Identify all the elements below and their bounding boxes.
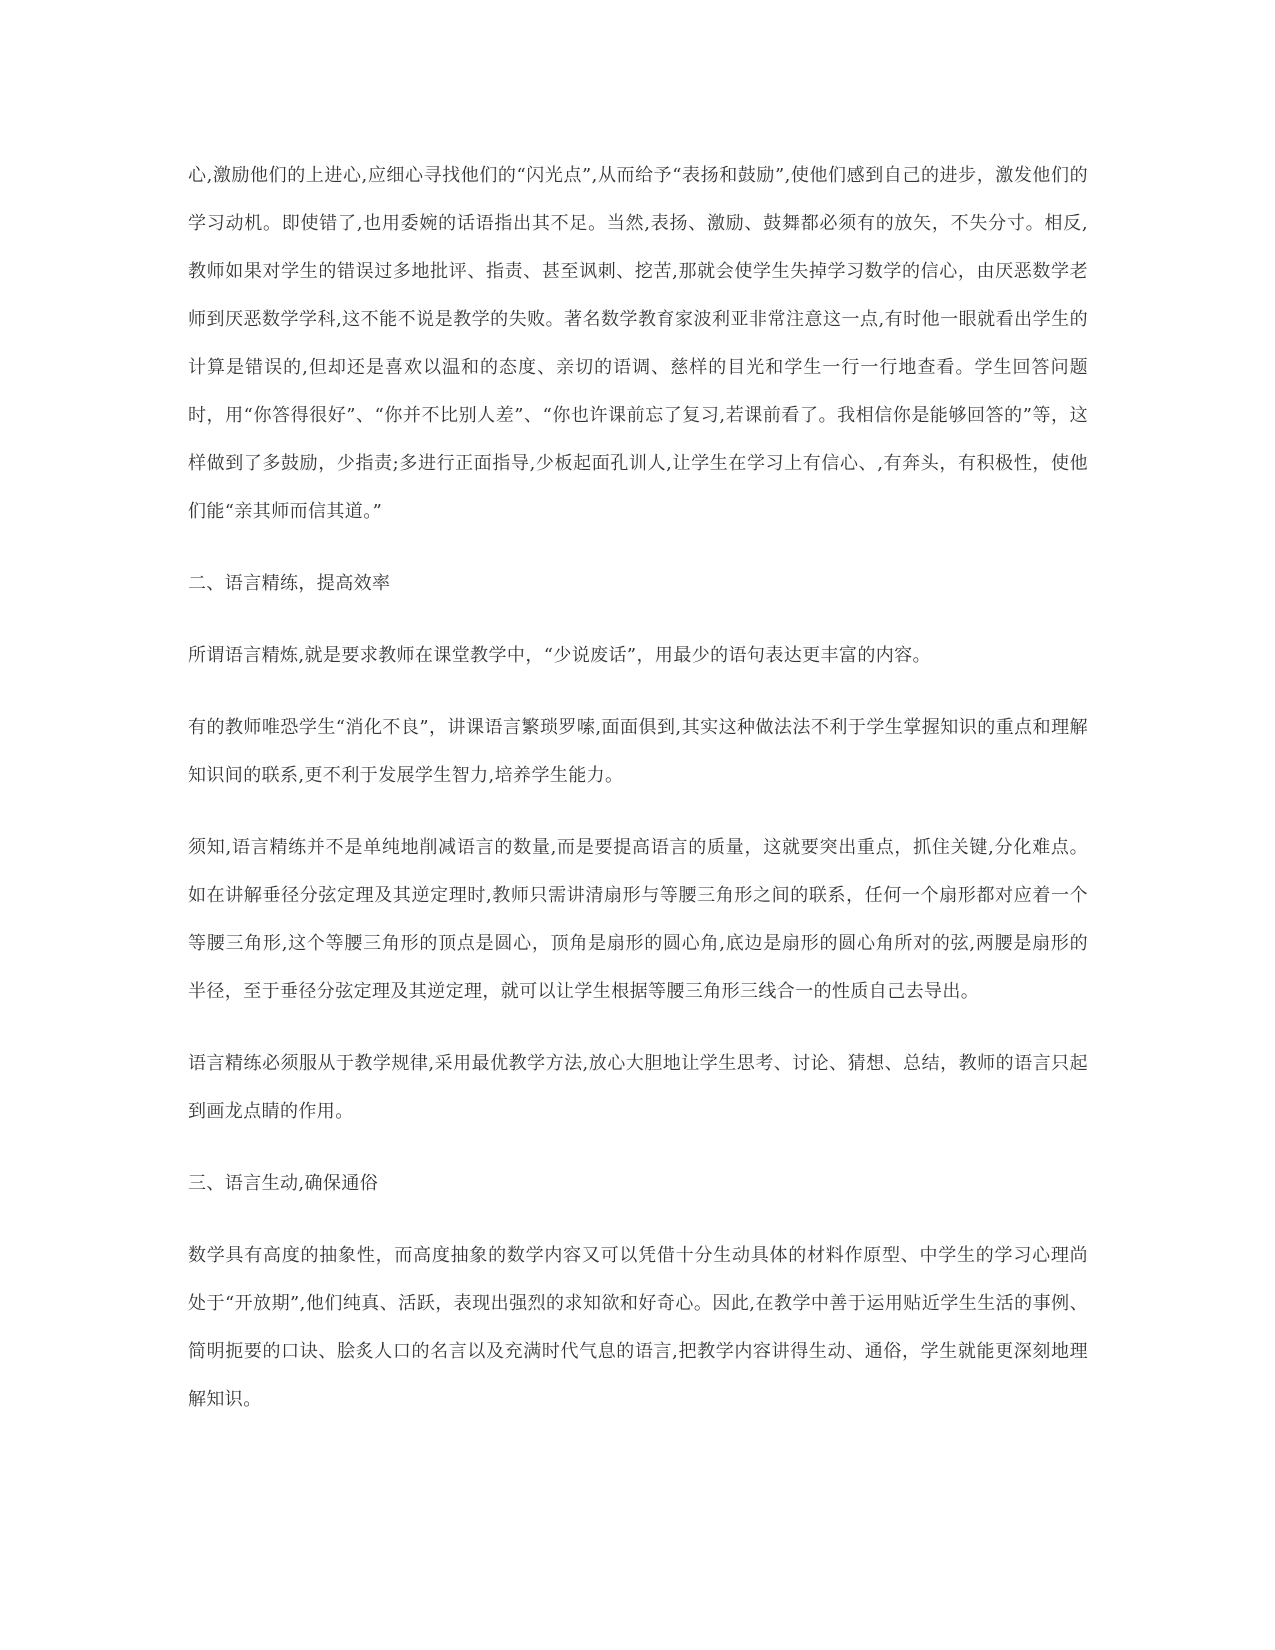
paragraph-teaching-rules: 语言精练必须服从于教学规律,采用最优教学方法,放心大胆地让学生思考、讨论、猜想、总结，教师的语言只起到画龙点睛的作用。 (188, 1053, 1088, 1122)
document-body (188, 152, 1088, 1448)
section-heading-3: 三、语言生动,确保通俗 (188, 1173, 379, 1194)
section-heading-2: 二、语言精练，提高效率 (188, 573, 391, 594)
paragraph-encouragement: 心,激励他们的上进心,应细心寻找他们的“闪光点”,从而给予“表扬和鼓励”,使他们感到自己的进步，激发他们的学习动机。即使错了,也用委婉的话语指出其不足。当然,表扬、激励、鼓舞都必须有的放矢，不失分寸。相反,教师如果对学生的错误过多地批评、指责、甚至讽刺、挖苦,那就会使学生失掉学习数学的信心，由厌恶数学老师到厌恶数学学科,这不能不说是教学的失败。著名数学教育家波利亚非常注意这一点,有时他一眼就看出学生的计算是错误的,但却还是喜欢以温和的态度、亲切的语调、慈样的目光和学生一行一行地查看。学生回答问题时，用“你答得很好”、“你并不比别人差”、“你也许课前忘了复习,若课前看了。我相信你是能够回答的”等，这样做到了多鼓励，少指责;多进行正面指导,少板起面孔训人,让学生在学习上有信心、,有奔头，有积极性，使他们能“亲其师而信其道。” (188, 165, 1088, 522)
paragraph-concise-definition: 所谓语言精炼,就是要求教师在课堂教学中，“少说废话”，用最少的语句表达更丰富的内容。 (188, 645, 931, 666)
paragraph-verbose-teachers: 有的教师唯恐学生“消化不良”，讲课语言繁琐罗嗦,面面俱到,其实这种做法法不利于学生掌握知识的重点和理解知识间的联系,更不利于发展学生智力,培养学生能力。 (188, 717, 1088, 786)
paragraph-vivid-language: 数学具有高度的抽象性，而高度抽象的数学内容又可以凭借十分生动具体的材料作原型、中学生的学习心理尚处于“开放期”,他们纯真、活跃，表现出强烈的求知欲和好奇心。因此,在教学中善于运用贴近学生生活的事例、简明扼要的口诀、脍炙人口的名言以及充满时代气息的语言,把教学内容讲得生动、通俗，学生就能更深刻地理解知识。 (188, 1245, 1088, 1410)
paragraph-quality-language: 须知,语言精练并不是单纯地削减语言的数量,而是要提高语言的质量，这就要突出重点，抓住关键,分化难点。如在讲解垂径分弦定理及其逆定理时,教师只需讲清扇形与等腰三角形之间的联系，任何一个扇形都对应着一个等腰三角形,这个等腰三角形的顶点是圆心，顶角是扇形的圆心角,底边是扇形的圆心角所对的弦,两腰是扇形的半径，至于垂径分弦定理及其逆定理，就可以让学生根据等腰三角形三线合一的性质自己去导出。 (188, 837, 1088, 1002)
